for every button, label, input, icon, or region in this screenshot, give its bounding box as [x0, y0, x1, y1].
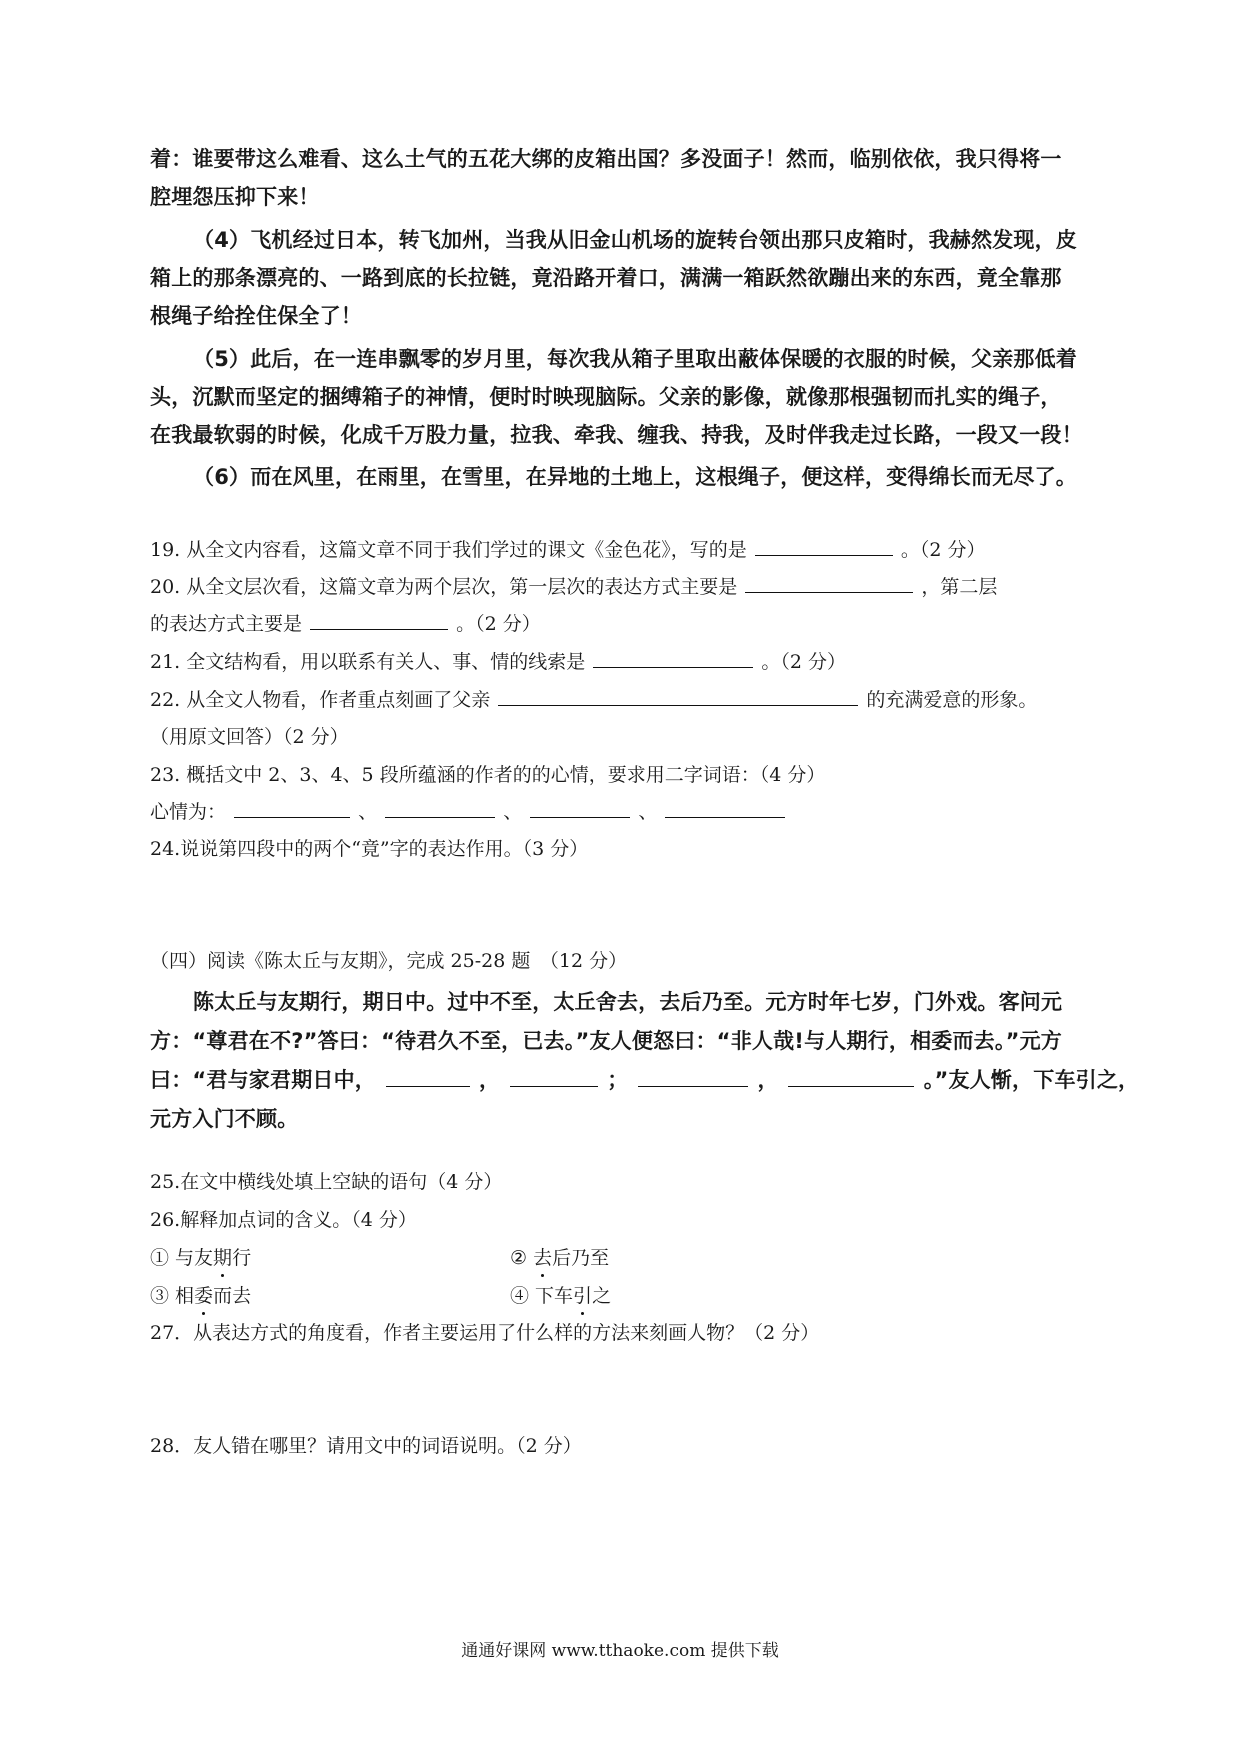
story-line: 着：谁要带这么难看、这么土气的五花大绑的皮箱出国？多没面子！然而，临别依依，我只得将一 [150, 147, 1062, 171]
word-row-1 [150, 1243, 1100, 1270]
story-line: 头，沉默而坚定的捆缚箱子的神情，便时时映现脑际。父亲的影像，就像那根强韧而扎实的绳子， [150, 385, 1062, 409]
classical-text-line: 陈太丘与友期行，期日中。过中不至，太丘舍去，去后乃至。元方时年七岁，门外戏。客问元 [193, 990, 1063, 1014]
answer-blank[interactable] [638, 1068, 748, 1087]
question-26: 26.解释加点词的含义。（4 分） [150, 1209, 417, 1231]
dotted-char: 期 [213, 1243, 232, 1270]
answer-blank[interactable] [530, 799, 630, 818]
question-23-answers: 心情为： 、 、 、 [150, 797, 1100, 824]
dotted-char: 引 [573, 1281, 592, 1308]
story-line: （6）而在风里，在雨里，在雪里，在异地的土地上，这根绳子，便这样，变得绵长而无尽了。 [193, 465, 1078, 489]
answer-blank[interactable] [510, 1068, 598, 1087]
word-item-2: ② 去后乃至 [510, 1243, 609, 1270]
story-line: （5）此后，在一连串飘零的岁月里，每次我从箱子里取出蔽体保暖的衣服的时候，父亲那低着 [193, 347, 1078, 371]
question-20: 20. 从全文层次看，这篇文章为两个层次，第一层次的表达方式主要是 ，第二层 [150, 576, 998, 598]
question-28: 28．友人错在哪里？请用文中的词语说明。（2 分） [150, 1435, 582, 1457]
word-row-2 [150, 1281, 1100, 1308]
story-line: 在我最软弱的时候，化成千万股力量，拉我、牵我、缠我、持我，及时伴我走过长路，一段又一段！ [150, 423, 1083, 447]
classical-text-line: 元方入门不顾。 [150, 1107, 299, 1131]
word-item-3: ③ 相委而去 [150, 1285, 251, 1307]
answer-blank[interactable] [788, 1068, 914, 1087]
classical-text-fill-line: 曰：“君与家君期日中， ， ； ， 。”友人惭，下车引之， [150, 1068, 1140, 1092]
question-25: 25.在文中横线处填上空缺的语句（4 分） [150, 1171, 503, 1193]
answer-blank[interactable] [310, 611, 448, 630]
question-22: 22. 从全文人物看，作者重点刻画了父亲 的充满爱意的形象。 [150, 689, 1038, 711]
answer-blank[interactable] [665, 799, 785, 818]
question-20-cont: 的表达方式主要是 。（2 分） [150, 613, 541, 635]
section-4-heading: （四）阅读《陈太丘与友期》，完成 25-28 题 （12 分） [150, 950, 628, 972]
answer-blank[interactable] [593, 649, 753, 668]
answer-blank[interactable] [234, 799, 350, 818]
word-item-4: ④ 下车引之 [510, 1281, 611, 1308]
answer-blank[interactable] [385, 799, 495, 818]
story-line: （4）飞机经过日本，转飞加州，当我从旧金山机场的旋转台领出那只皮箱时，我赫然发现，皮 [193, 228, 1078, 252]
story-line: 箱上的那条漂亮的、一路到底的长拉链，竟沿路开着口，满满一箱跃然欲蹦出来的东西，竟全靠那 [150, 266, 1062, 290]
answer-blank[interactable] [745, 574, 913, 593]
question-19: 19. 从全文内容看，这篇文章不同于我们学过的课文《金色花》，写的是 。（2 分） [150, 539, 986, 561]
dotted-char: 委 [194, 1281, 213, 1308]
story-line: 根绳子给拴住保全了！ [150, 304, 362, 328]
question-24: 24.说说第四段中的两个“竟”字的表达作用。（3 分） [150, 838, 589, 860]
question-22-cont: （用原文回答）（2 分） [150, 726, 349, 748]
answer-blank[interactable] [498, 687, 858, 706]
word-item-1: ① 与友期行 [150, 1247, 251, 1269]
answer-blank[interactable] [755, 537, 893, 556]
question-21: 21. 全文结构看，用以联系有关人、事、情的线索是 。（2 分） [150, 651, 846, 673]
question-23: 23. 概括文中 2、3、4、5 段所蕴涵的作者的的心情，要求用二字词语：（4 分） [150, 764, 826, 786]
answer-blank[interactable] [386, 1068, 470, 1087]
story-line: 腔埋怨压抑下来！ [150, 185, 320, 209]
classical-text-line: 方：“尊君在不?”答曰：“待君久不至，已去。”友人便怒曰：“非人哉!与人期行，相委而去。”元方 [150, 1029, 1062, 1053]
question-27: 27．从表达方式的角度看，作者主要运用了什么样的方法来刻画人物？（2 分） [150, 1322, 820, 1344]
dotted-char: 去 [533, 1243, 552, 1270]
page-footer: 通通好课网 www.tthaoke.com 提供下载 [461, 1641, 779, 1661]
